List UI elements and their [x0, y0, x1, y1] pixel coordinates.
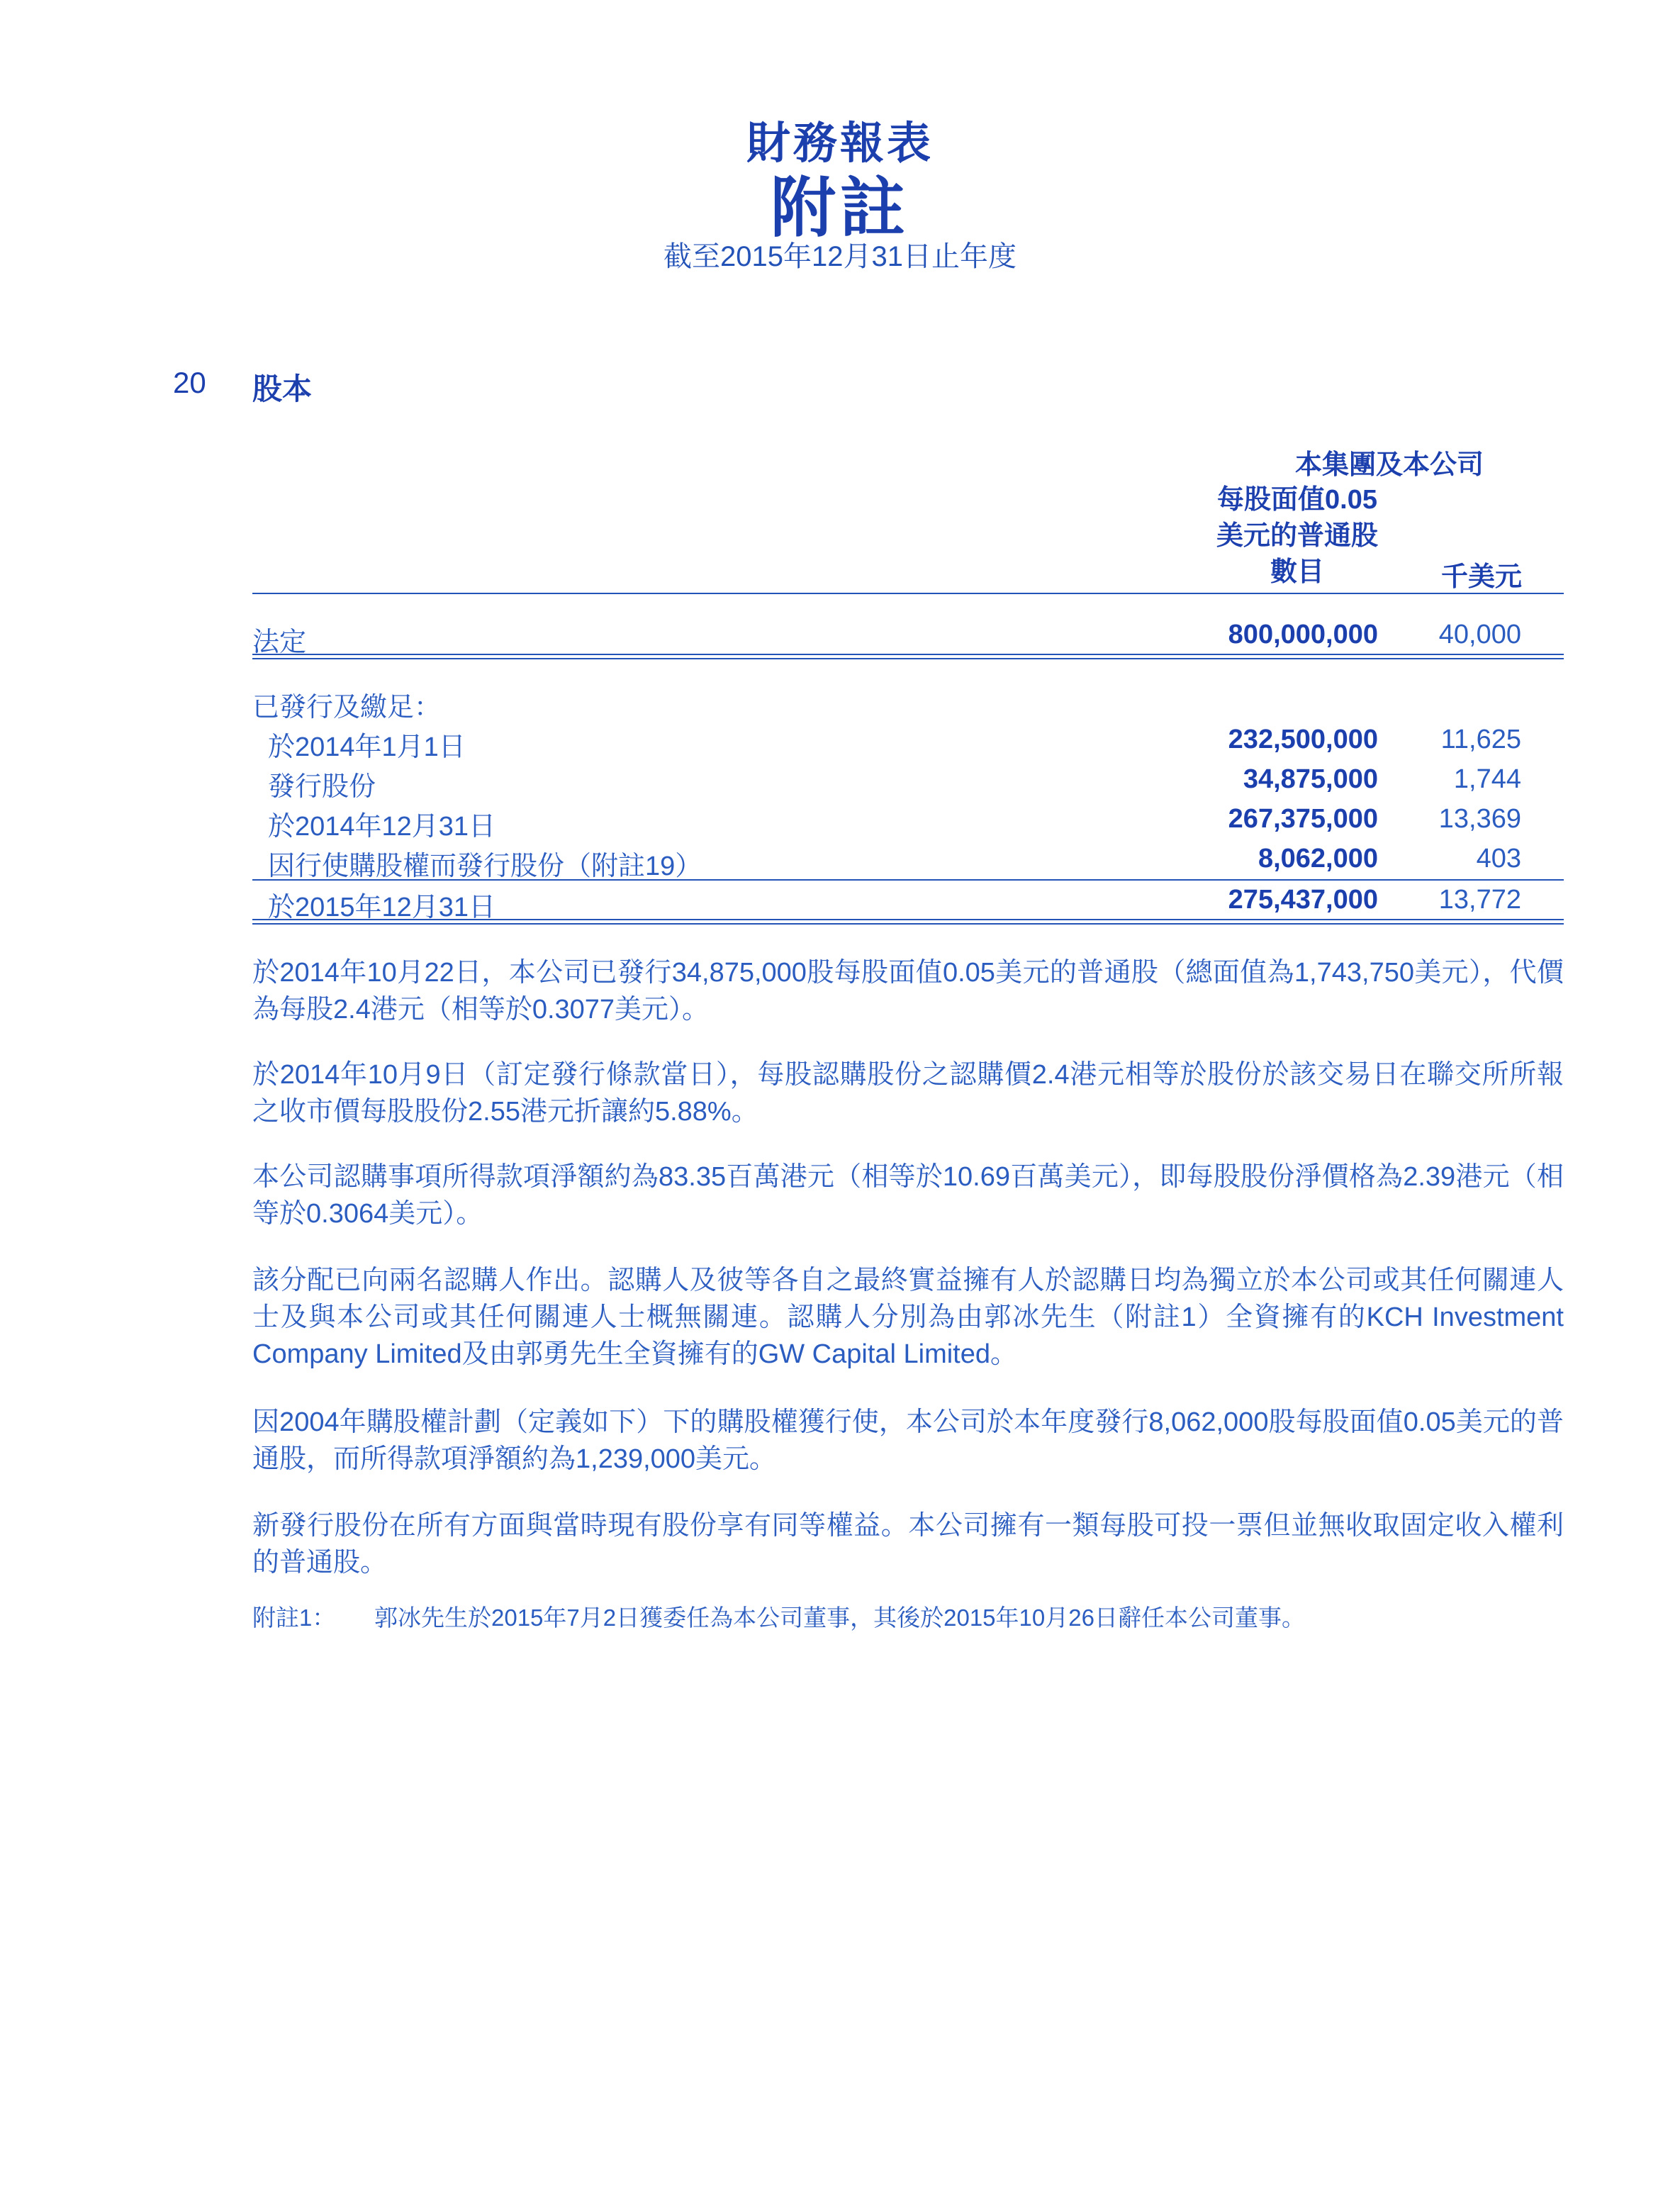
report-subtitle: 附註 — [770, 172, 909, 245]
row-usd: 40,000 — [1438, 620, 1521, 649]
table-row — [252, 804, 1564, 842]
shares-column-header — [1205, 482, 1389, 591]
table-row — [252, 844, 1564, 879]
footnote-text: 郭冰先生於2015年7月2日獲委任為本公司董事，其後於2015年10月26日辭任本公司董事。 — [374, 1604, 1305, 1631]
section-number: 20 — [173, 366, 206, 399]
row-label: 於2014年1月1日 — [268, 732, 466, 762]
subtotal-rule — [252, 879, 1564, 881]
row-label: 發行股份 — [268, 772, 376, 802]
row-shares: 34,875,000 — [1243, 764, 1378, 794]
usd-column-header: 千美元 — [1440, 562, 1522, 592]
row-shares: 232,500,000 — [1228, 725, 1378, 754]
row-usd: 1,744 — [1453, 764, 1521, 794]
row-usd: 11,625 — [1440, 725, 1521, 754]
issued-heading-row — [252, 685, 1564, 720]
paragraph: 於2014年10月9日（訂定發行條款當日），每股認購股份之認購價2.4港元相等於股份於該交易日在聯交所所報之收市價每股股份2.55港元折讓約5.88%。 — [252, 1060, 1564, 1127]
column-group-header: 本集團及本公司 — [1294, 450, 1484, 480]
paragraph: 因2004年購股權計劃（定義如下）下的購股權獲行使，本公司於本年度發行8,062,000股每股面值0.05美元的普通股，而所得款項淨額約為1,239,000美元。 — [252, 1407, 1564, 1474]
shares-header-line: 數目 — [1270, 557, 1324, 587]
issued-heading: 已發行及繳足： — [252, 693, 442, 722]
table-row-total — [252, 885, 1564, 920]
row-shares: 8,062,000 — [1258, 844, 1378, 873]
table-row — [252, 725, 1564, 760]
row-label: 因行使購股權而發行股份（附註19） — [268, 852, 702, 881]
row-label: 法定 — [252, 627, 307, 657]
table-row-authorised — [252, 620, 1564, 655]
row-shares: 800,000,000 — [1228, 620, 1378, 649]
row-usd: 403 — [1476, 844, 1521, 873]
table-row — [252, 764, 1564, 800]
footnote-label: 附註1： — [252, 1604, 336, 1631]
row-label: 於2015年12月31日 — [268, 893, 496, 922]
row-shares: 267,375,000 — [1228, 804, 1378, 834]
row-shares: 275,437,000 — [1228, 885, 1378, 915]
paragraph: 於2014年10月22日，本公司已發行34,875,000股每股面值0.05美元的普通股（總面值為1,743,750美元），代價為每股2.4港元（相等於0.3077美元）。 — [252, 958, 1564, 1025]
double-rule — [252, 919, 1564, 925]
report-title: 財務報表 — [746, 119, 934, 168]
paragraph: 本公司認購事項所得款項淨額約為83.35百萬港元（相等於10.69百萬美元），即每股股份淨價格為2.39港元（相等於0.3064美元）。 — [252, 1162, 1564, 1229]
row-label: 於2014年12月31日 — [268, 812, 496, 842]
paragraph: 新發行股份在所有方面與當時現有股份享有同等權益。本公司擁有一類每股可投一票但並無收取固定收入權利的普通股。 — [252, 1511, 1564, 1578]
row-usd: 13,772 — [1438, 885, 1521, 915]
row-usd: 13,369 — [1438, 804, 1521, 834]
shares-header-line: 美元的普通股 — [1216, 521, 1378, 551]
report-period: 截至2015年12月31日止年度 — [663, 241, 1017, 272]
double-rule — [252, 654, 1564, 659]
paragraph: 該分配已向兩名認購人作出。認購人及彼等各自之最終實益擁有人於認購日均為獨立於本公司或其任何關連人士及與本公司或其任何關連人士概無關連。認購人分別為由郭冰先生（附註1）全資擁有的KCH Investment Company Limited及由郭勇先生全資擁有的GW Capital Limited。 — [252, 1266, 1564, 1369]
header-rule — [252, 593, 1564, 594]
shares-header-line: 每股面值0.05 — [1217, 485, 1377, 515]
section-title: 股本 — [252, 372, 313, 406]
